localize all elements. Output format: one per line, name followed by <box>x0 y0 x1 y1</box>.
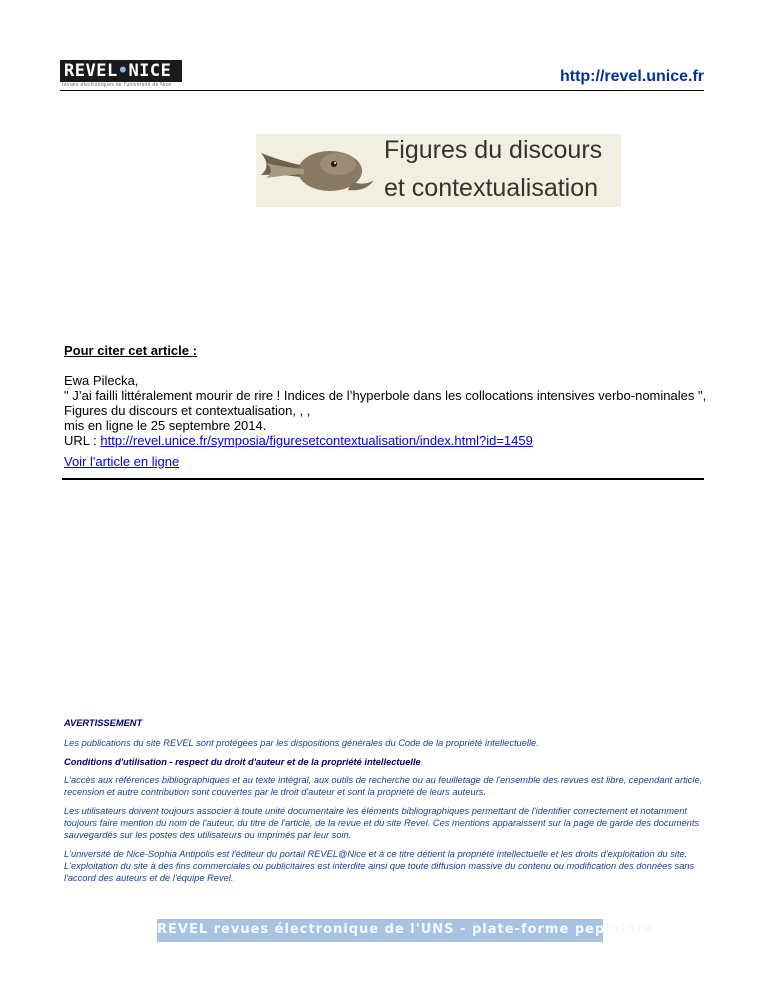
citation-author: Ewa Pilecka, <box>64 373 139 388</box>
logo-wordmark: REVEL•NICE <box>64 61 172 81</box>
duck-rabbit-illustration <box>256 134 376 207</box>
notice-paragraph-3: Les utilisateurs doivent toujours associer à toute unité documentaire les éléments bibliographiques permettant de l'identifier correctement et notamment toujours faire mention du nom de l'auteur, du titre de l'article, de la revue et du site Revel. Ces mentions apparaissent sur la page de garde des documents sauvegardés sur les postes des utilisateurs ou imprimés par leur soin. <box>64 806 700 840</box>
citation-block <box>64 343 714 448</box>
view-article-online-link[interactable]: Voir l'article en ligne <box>64 454 180 469</box>
citation-url-label: URL : <box>64 433 101 448</box>
online-link-wrapper <box>64 454 179 469</box>
notice-paragraph-4a: L'université de Nice-Sophia Antipolis est l'éditeur du portail REVEL@Nice et à ce titre détient la propriété intellectuelle et les droits d'exploitation du site. <box>64 849 688 859</box>
citation-publication-date: mis en ligne le 25 septembre 2014. <box>64 418 267 433</box>
footer-banner <box>157 919 654 942</box>
journal-banner <box>256 134 621 207</box>
citation-journal: Figures du discours et contextualisation, , , <box>64 403 311 418</box>
notice-title: AVERTISSEMENT <box>64 718 143 728</box>
notice-paragraph-4b: L'exploitation du site à des fins commerciales ou publicitaires est interdite ainsi que toute diffusion massive du contenu ou modification des données sans l'accord des auteurs et de l'équipe Revel. <box>64 861 695 883</box>
footer-text: REVEL revues électronique de l'UNS - plate-forme pepinière <box>157 922 654 937</box>
conditions-title: Conditions d'utilisation - respect du droit d'auteur et de la propriété intellectuelle <box>64 757 421 767</box>
banner-title-line-1: Figures du discours <box>384 136 603 164</box>
notice-paragraph-1: Les publications du site REVEL sont protégées par les dispositions générales du Code de la propriété intellectuelle. <box>64 738 539 748</box>
copyright-notice <box>64 717 714 884</box>
section-divider <box>62 478 704 480</box>
citation-heading: Pour citer cet article : <box>64 343 197 358</box>
notice-paragraph-2: L'accès aux références bibliographiques et au texte intégral, aux outils de recherche ou au feuilletage de l'ensemble des revues est libre, cependant article, recension et autre contribution sont couvertes par le droit d'auteur et sont la propriété de leurs auteurs. <box>64 775 703 797</box>
citation-url-line <box>64 433 714 448</box>
citation-url-link[interactable]: http://revel.unice.fr/symposia/figuresetcontextualisation/index.html?id=1459 <box>100 433 533 448</box>
header-divider <box>60 90 704 91</box>
citation-article-title: " J’ai failli littéralement mourir de rire ! Indices de l’hyperbole dans les collocations intensives verbo-nominales ", <box>64 388 707 403</box>
logo-subtitle: revues électroniques de l'université de Nice <box>62 82 172 88</box>
site-url-link[interactable]: http://revel.unice.fr <box>559 68 704 85</box>
banner-title-line-2: et contextualisation <box>384 174 599 202</box>
revel-nice-logo <box>60 60 182 88</box>
